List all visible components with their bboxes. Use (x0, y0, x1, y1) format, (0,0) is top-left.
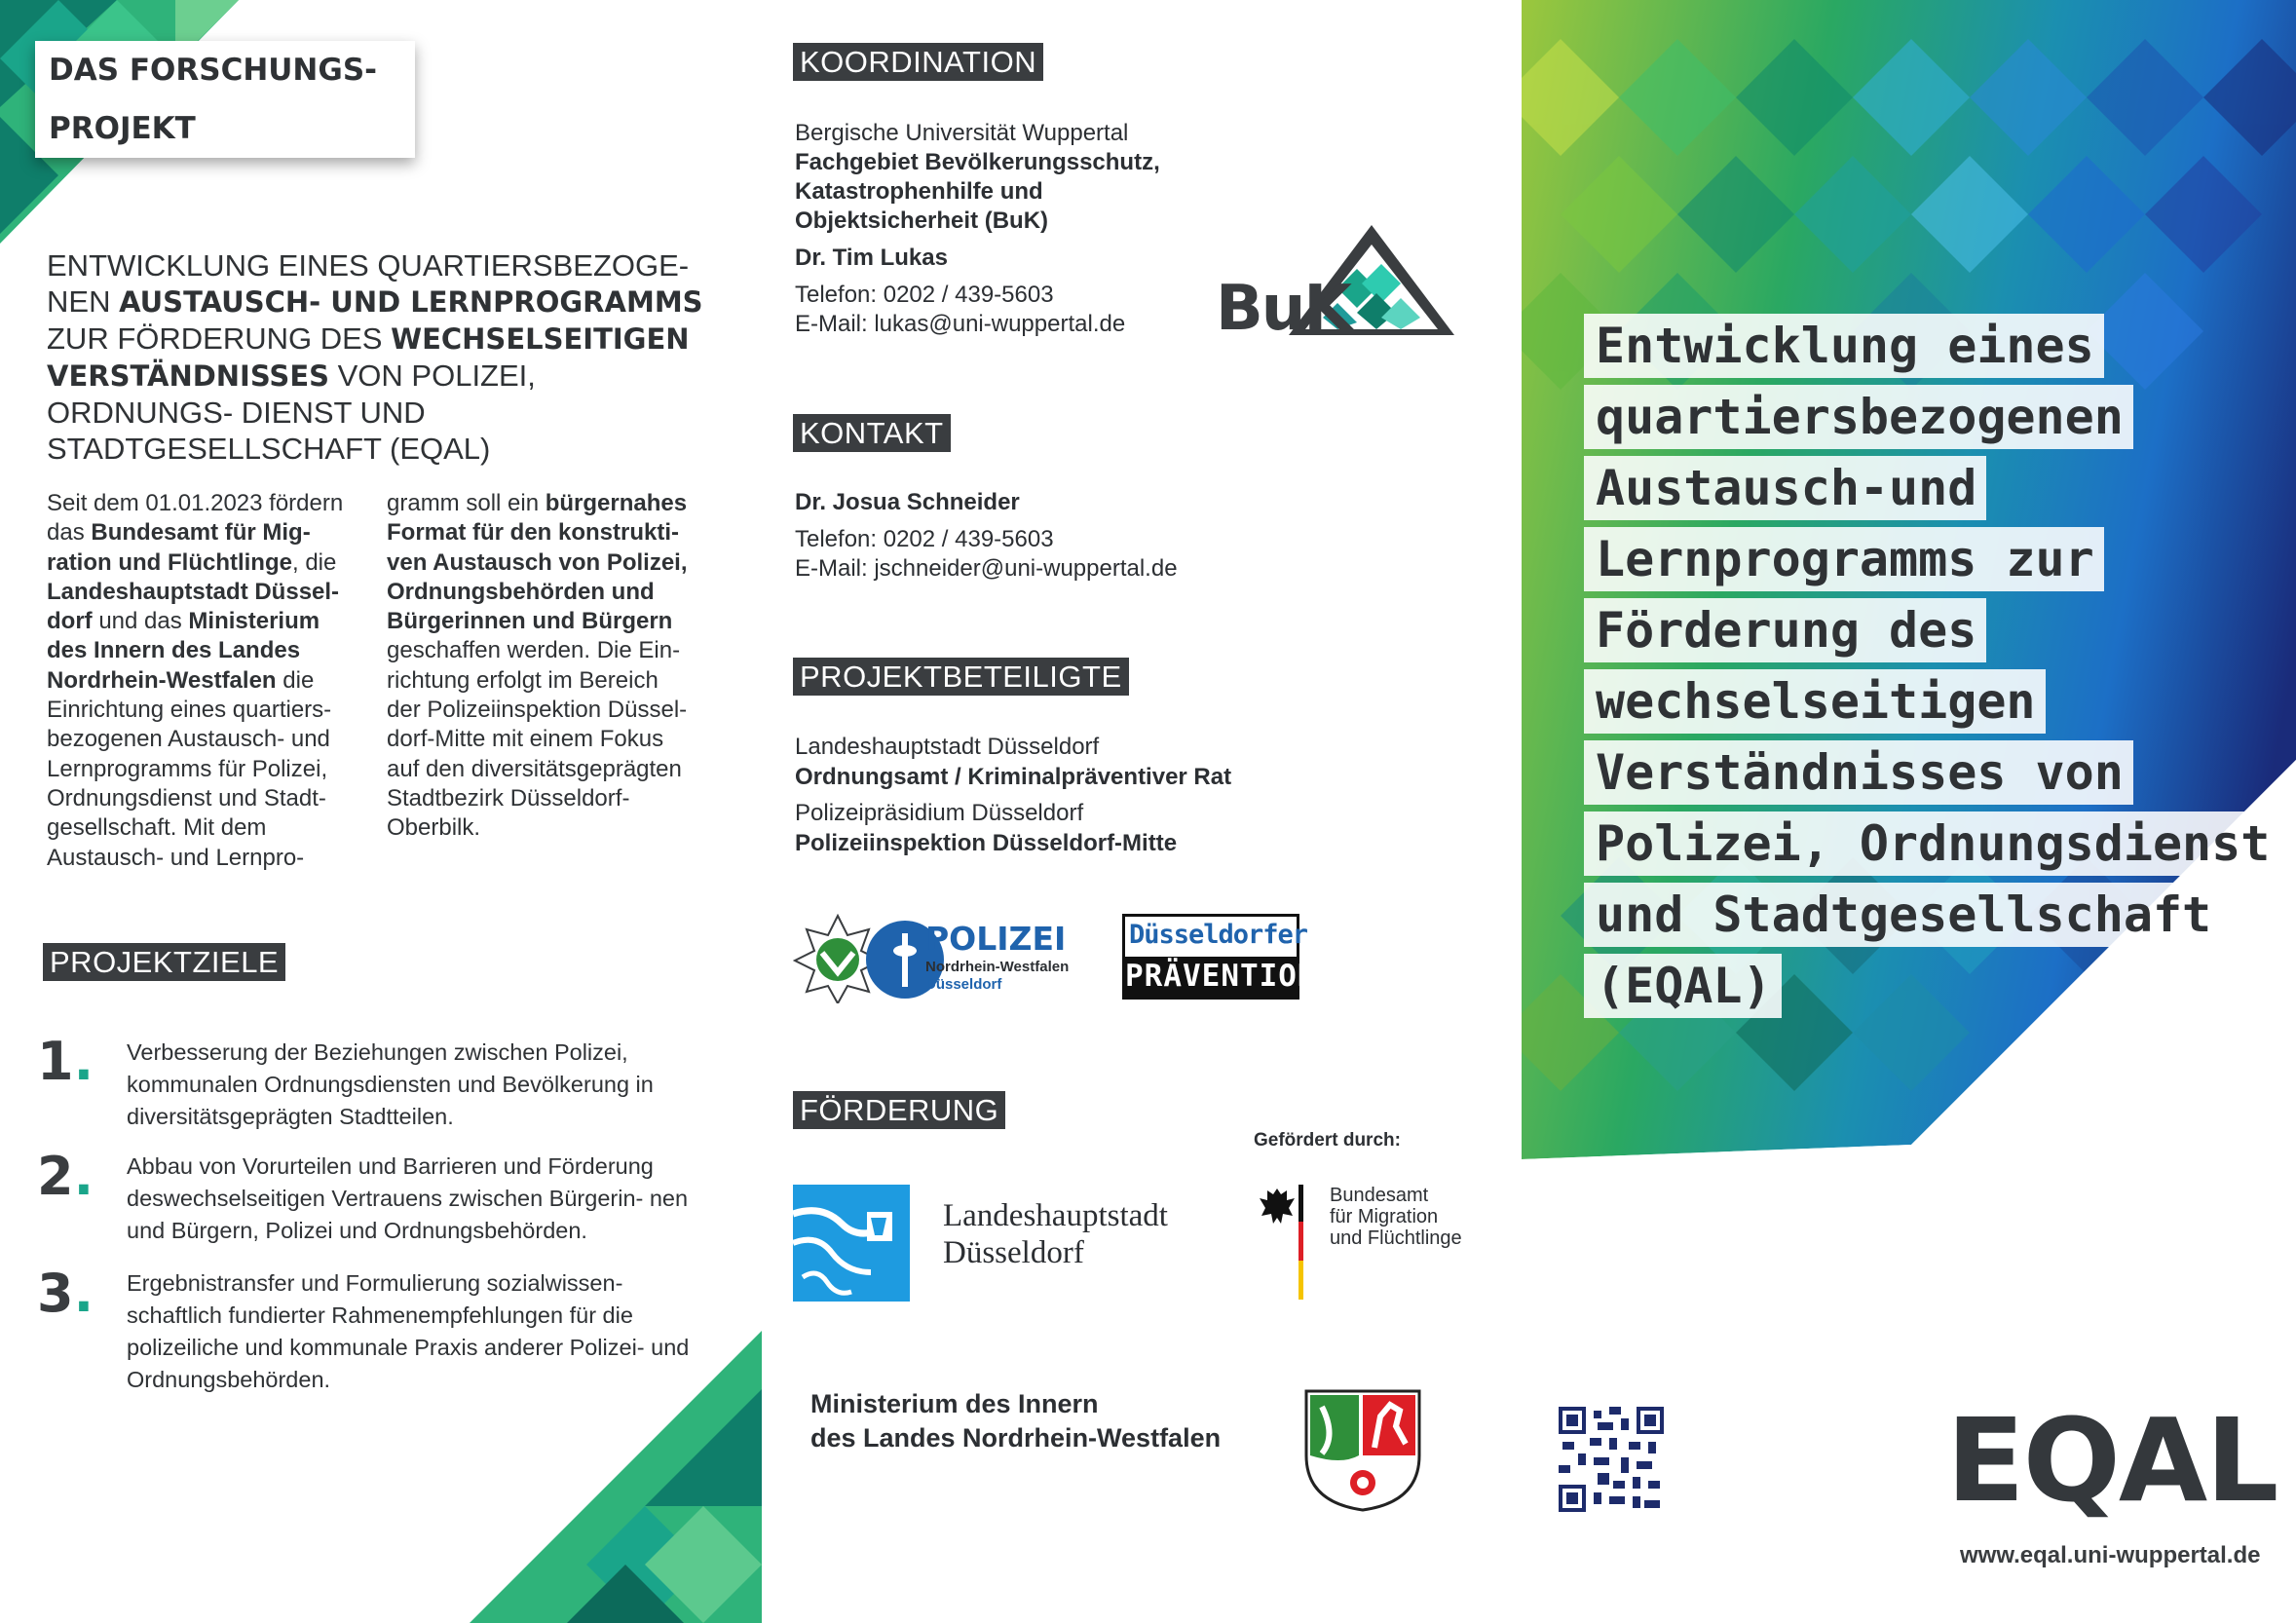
headline-part-3: VON POLIZEI, ORDNUNGS- DIENST UND STADTGESELLSCHAFT (EQAL) (47, 359, 536, 466)
intro-text: geschaffen werden. Die Ein- richtung erfolgt im Bereich der Polizeiinspektion Düssel- dorf-Mitte mit einem Fokus auf den diversitätsgeprägten Stadtbezirk Düsseldorf- Oberbilk. (387, 637, 688, 842)
participant-org-1: Landeshauptstadt Düsseldorf (795, 734, 1100, 760)
headline-bold-2: WECHSELSEITIGEN VERSTÄNDNISSES (47, 322, 690, 393)
title-line-8: Polizei, Ordnungsdienst (1584, 812, 2279, 876)
goals-tag: PROJEKTZIELE (43, 943, 285, 981)
intro-column-2 (387, 489, 696, 844)
bottom-right-mosaic (470, 1331, 762, 1623)
department-line-1: Fachgebiet Bevölkerungsschutz, (795, 149, 1160, 175)
intro-text: und das (92, 608, 189, 635)
bamf-line-3: und Flüchtlinge (1330, 1227, 1462, 1249)
title-line-7: Verständnisses von (1584, 740, 2133, 805)
headline-bold-1: AUSTAUSCH- UND LERNPROGRAMMS (119, 285, 703, 319)
goal-number: 3 (37, 1263, 74, 1324)
bamf-logo (1254, 1185, 1478, 1302)
title-line-1: Entwicklung eines (1584, 314, 2104, 378)
goal-text-1: Verbesserung der Beziehungen zwischen Polizei, kommunalen Ordnungsdiensten und Bevölkerung in diversitätsgeprägten Stadtteilen. (127, 1039, 654, 1129)
title-line-2: quartiersbezogenen (1584, 385, 2133, 449)
goal-text-2: Abbau von Vorurteilen und Barrieren und Förderung deswechselseitigen Vertrauens zwischen Bürgerin- nen und Bürgern, Polizei und Ordnungsbehörden. (127, 1153, 689, 1243)
ministry-line-1: Ministerium des Innern (810, 1389, 1099, 1418)
funded-by-label: Gefördert durch: (1254, 1130, 1401, 1151)
qr-code-icon[interactable] (1559, 1407, 1664, 1512)
badge-line-2: PROJEKT (49, 99, 196, 158)
title-line-4: Lernprogramms zur (1584, 527, 2104, 591)
goal-number-2 (37, 1146, 94, 1207)
title-line-5: Förderung des (1584, 598, 1986, 662)
goal-number-1 (37, 1031, 94, 1092)
intro-text: Seit dem 01.01.2023 fördern das (47, 490, 344, 547)
polizei-title: POLIZEI (925, 920, 1067, 958)
left-panel (0, 0, 762, 1623)
polizei-sub-1: Nordrhein-Westfalen (925, 959, 1070, 975)
title-line-6: wechselseitigen (1584, 669, 2046, 734)
intro-text: die Einrichtung eines quartiers- bezogenen Austausch- und Lernprogramms für Polizei, Ordnungsdienst und Stadt- gesellschaft. Mit dem Austausch- und Lernpro- (47, 666, 332, 871)
praevention-line-2: PRÄVENTION (1125, 957, 1297, 997)
headline-part-2: ZUR FÖRDERUNG DES (47, 321, 392, 356)
participant-org-2: Polizeipräsidium Düsseldorf (795, 800, 1084, 826)
contact-phone: Telefon: 0202 / 439-5603 (795, 526, 1054, 552)
bamf-line-1: Bundesamt (1330, 1185, 1429, 1206)
contact-tag: KONTAKT (793, 414, 951, 452)
coordinator-phone: Telefon: 0202 / 439-5603 (795, 282, 1054, 308)
contact-email[interactable]: E-Mail: jschneider@uni-wuppertal.de (795, 555, 1178, 582)
city-name-line-1: Landeshauptstadt (943, 1198, 1168, 1233)
project-badge (35, 41, 415, 158)
title-line-3: Austausch-und (1584, 456, 1986, 520)
goal-text-3: Ergebnistransfer und Formulierung sozialwissen- schaftlich fundierter Rahmenempfehlungen für die polizeiliche und kommunale Praxis anderer Polizei- und Ordnungsbehörden. (127, 1270, 690, 1392)
intro-column-1 (47, 489, 357, 873)
title-line-9: und Stadtgesellschaft (1584, 883, 2221, 947)
badge-line-1: DAS FORSCHUNGS- (49, 53, 378, 88)
coordinator-email[interactable]: E-Mail: lukas@uni-wuppertal.de (795, 311, 1126, 337)
goal-number-3 (37, 1263, 94, 1324)
middle-panel (762, 0, 1522, 1623)
city-name-line-2: Düsseldorf (943, 1235, 1084, 1270)
federal-eagle-icon (1254, 1185, 1312, 1302)
buk-logo-text: BuK (1216, 273, 1350, 345)
polizei-logo (793, 914, 1085, 1001)
ministry-line-2: des Landes Nordrhein-Westfalen (810, 1423, 1222, 1453)
goal-dot: . (73, 1263, 94, 1324)
goal-dot: . (73, 1146, 94, 1207)
goal-number: 2 (37, 1146, 74, 1207)
duesseldorf-crest-icon (793, 1185, 910, 1302)
intro-bold: bürgernahes Format für den konstrukti- ven Austausch von Polizei, Ordnungsbehörden und Bürgerinnen und Bürgern (387, 490, 688, 635)
praevention-logo (1122, 914, 1317, 1000)
department-line-2: Katastrophenhilfe und (795, 178, 1043, 205)
coordination-tag: KOORDINATION (793, 43, 1043, 81)
department-line-3: Objektsicherheit (BuK) (795, 208, 1049, 234)
duesseldorf-logo (793, 1185, 1202, 1302)
intro-bold: Ministerium des Innern des Landes Nordrhein-Westfalen (47, 608, 320, 694)
goal-dot: . (73, 1031, 94, 1092)
participant-unit-1: Ordnungsamt / Kriminalpräventiver Rat (795, 764, 1232, 790)
project-url[interactable]: www.eqal.uni-wuppertal.de (1960, 1542, 2261, 1568)
intro-bold: Landeshauptstadt Düssel- dorf (47, 578, 340, 635)
project-headline (47, 247, 709, 467)
contact-name: Dr. Josua Schneider (795, 489, 1020, 515)
polizei-sub-2: Düsseldorf (925, 976, 1002, 993)
eqal-logo: EQAL (1946, 1393, 2277, 1528)
university-name: Bergische Universität Wuppertal (795, 120, 1129, 146)
cover-title (1584, 314, 2271, 1025)
bamf-line-2: für Migration (1330, 1206, 1439, 1227)
intro-text: gramm soll ein (387, 490, 546, 516)
coordinator-name: Dr. Tim Lukas (795, 245, 948, 271)
participants-tag: PROJEKTBETEILIGTE (793, 658, 1129, 696)
intro-text: , die (291, 548, 337, 576)
praevention-line-1: Düsseldorfer (1129, 920, 1308, 950)
title-line-10: (EQAL) (1584, 954, 1782, 1018)
participant-unit-2: Polizeiinspektion Düsseldorf-Mitte (795, 830, 1178, 856)
goal-number: 1 (37, 1031, 74, 1092)
headline-part-1: ENTWICKLUNG EINES QUARTIERSBEZOGE- NEN (47, 248, 690, 319)
nrw-coat-of-arms-icon (1302, 1387, 1423, 1514)
funding-tag: FÖRDERUNG (793, 1091, 1005, 1129)
intro-bold: Bundesamt für Mig- ration und Flüchtlinge (47, 519, 311, 576)
